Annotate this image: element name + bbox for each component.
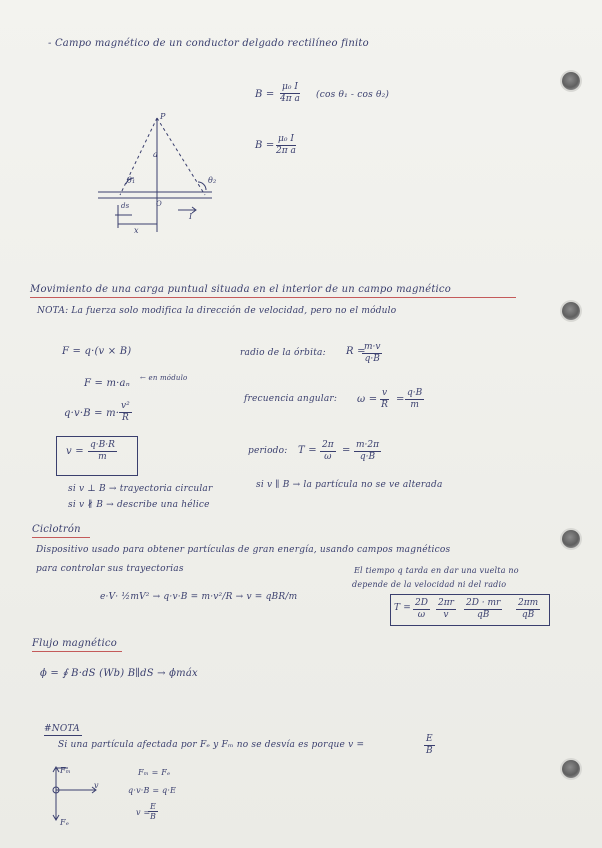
b-infinite-num: μ₀ I [278, 134, 294, 144]
cyclotron-period-den-2: v [443, 610, 449, 620]
formula-lorentz-force: F = q·(v × B) [62, 346, 132, 357]
angular-frequency-den-1: R [381, 400, 388, 410]
section-cyclotron-title: Ciclotrón [32, 524, 81, 535]
condition-parallel: si v ∥ B → la partícula no se ve alterada [256, 480, 443, 490]
cyclotron-period-num-3: 2D · mr [466, 598, 501, 608]
angular-frequency-den-2: m [410, 400, 419, 410]
period-lhs: T = [298, 445, 317, 456]
formula-qvb-den: R [121, 413, 129, 423]
equilibrium-eq1: Fₘ = Fₑ [138, 768, 171, 777]
condition-oblique: si v ∦ B → describe una hélice [68, 500, 210, 510]
formula-qvb-lhs: q·v·B = m· [64, 408, 120, 419]
diagram-label-ds: ds [121, 202, 130, 210]
period-den-1: ω [324, 452, 332, 462]
period-num-1: 2π [322, 440, 334, 450]
cyclotron-energy-equation: e·V· ½mV² → q·v·B = m·v²/R → v = qBR/m [100, 592, 298, 602]
diagram-label-x: x [134, 226, 139, 235]
cyclotron-description-1: Dispositivo usado para obtener partículas de gran energía, usando campos magnéticos [36, 545, 451, 555]
cyclotron-period-den-3: qB [477, 610, 490, 620]
equilibrium-eq3-num: E [150, 802, 156, 811]
period-num-2: m·2π [356, 440, 380, 450]
cyclotron-period-num-1: 2D [415, 598, 428, 608]
diagram-label-I: I [189, 212, 193, 221]
section-moving-charge-title: Movimiento de una carga puntual situada en el interior de un campo magnético [30, 284, 451, 295]
cyclotron-period-num-2: 2πr [438, 598, 454, 608]
equilibrium-eq3-den: B [149, 812, 156, 821]
b-finite-num: μ₀ I [282, 82, 298, 92]
diagram2-label-Fe: Fₑ [60, 818, 70, 827]
b-finite-den: 4π a [280, 94, 300, 104]
b-finite-lhs: B = [255, 89, 275, 100]
radius-label: radio de la órbita: [240, 348, 326, 358]
cyclotron-period-den-4: qB [521, 610, 535, 620]
radius-lhs: R = [346, 346, 366, 357]
nota-force-direction: NOTA: La fuerza solo modifica la dirección de velocidad, pero no el módulo [37, 306, 397, 316]
formula-velocity-num: q·B·R [90, 440, 115, 450]
cyclotron-time-note-2: depende de la velocidad ni del radio [352, 580, 507, 589]
cyclotron-period-num-4: 2πm [518, 598, 539, 608]
equilibrium-eq3-fraction [148, 802, 158, 821]
period-label: periodo: [248, 446, 288, 456]
equilibrium-eq2: q·v·B = q·E [128, 786, 177, 795]
cyclotron-period-den-1: ω [417, 610, 426, 620]
angular-frequency-num-1: v [382, 388, 388, 398]
formula-velocity-den: m [98, 452, 107, 462]
diagram-label-theta2: θ₂ [208, 176, 217, 185]
b-infinite-den: 2π a [276, 146, 296, 156]
b-infinite-lhs: B = [255, 140, 275, 151]
diagram2-label-v: v [94, 781, 99, 790]
radius-num: m·v [364, 342, 381, 352]
magnetic-flux-formula: ϕ = ∮ B·dS (Wb) B∥dS → ϕmáx [40, 668, 198, 679]
angular-frequency-eq: = [396, 394, 405, 405]
radius-den: q·B [364, 354, 380, 364]
angular-frequency-lhs: ω = [357, 394, 378, 405]
diagram-label-P: P [160, 112, 166, 121]
nota2-text: Si una partícula afectada por Fₑ y Fₘ no se desvía es porque v = [58, 740, 365, 750]
title-finite-conductor: - Campo magnético de un conductor delgado rectilíneo finito [48, 38, 369, 49]
nota2-den: B [425, 746, 433, 756]
period-den-2: q·B [359, 452, 376, 462]
period-eq: = [342, 445, 351, 456]
cyclotron-period-lhs: T = [394, 603, 412, 613]
formula-velocity-lhs: v = [66, 446, 84, 457]
diagram-label-theta1: θ₁ [127, 176, 136, 185]
b-finite-rhs: (cos θ₁ - cos θ₂) [316, 90, 390, 100]
section-magnetic-flux-title: Flujo magnético [32, 638, 117, 649]
diagram-label-O: O [156, 200, 162, 208]
formula-qvb-num: v² [121, 401, 130, 411]
diagram-label-a: a [153, 150, 158, 159]
angular-frequency-num-2: q·B [407, 388, 423, 398]
angular-frequency-label: frecuencia angular: [244, 394, 338, 404]
formula-centripetal-force: F = m·aₙ [84, 378, 130, 389]
nota2-num: E [426, 734, 433, 744]
diagram2-label-Fm: Fₘ [60, 766, 71, 775]
nota2-heading: #NOTA [44, 724, 80, 734]
note-in-modulus: ← en módulo [140, 374, 188, 382]
cyclotron-time-note-1: El tiempo q tarda en dar una vuelta no [354, 566, 519, 575]
equilibrium-eq3-lhs: v = [136, 808, 151, 817]
cyclotron-description-2: para controlar sus trayectorias [36, 564, 184, 574]
condition-perpendicular: si v ⊥ B → trayectoria circular [68, 484, 213, 494]
